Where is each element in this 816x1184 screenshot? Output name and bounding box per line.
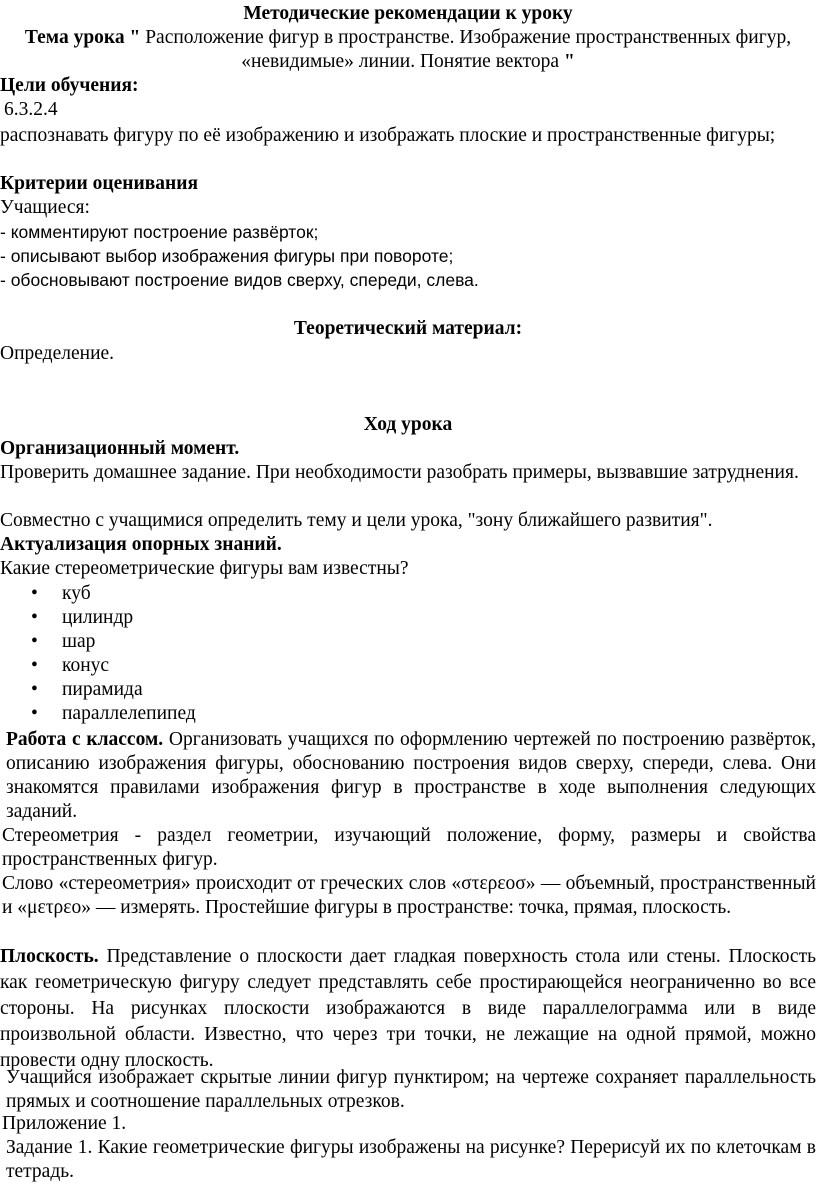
definition-label: Определение. xyxy=(0,343,115,364)
figure-name: цилиндр xyxy=(62,607,134,628)
task-1-text: Задание 1. Какие геометрические фигуры изображены на рисунке? Перерисуй их по клеточкам в тетрадь. xyxy=(6,1137,816,1182)
figure-name: пирамида xyxy=(62,679,143,700)
hidden-lines-text: Учащийся изображает скрытые линии фигур пунктиром; на чертеже сохраняет параллельность прямых и соотношение параллельных отрезков. xyxy=(6,1067,816,1112)
org-heading: Организационный момент. xyxy=(0,438,240,459)
list-item xyxy=(0,654,816,678)
class-work-text: Организовать учащихся по оформлению чертежей по построению развёрток, описанию изображения фигуры, обоснованию построения видов сверху, спереди, слева. Они знакомятся правилами изображения фигур в пространстве в ходе выполнения следующих заданий. xyxy=(6,729,816,822)
lesson-topic xyxy=(22,26,794,74)
list-item xyxy=(0,678,816,702)
figure-name: куб xyxy=(62,583,91,604)
document-title: Методические рекомендации к уроку xyxy=(243,3,573,24)
figure-name: шар xyxy=(62,631,96,652)
plane-text: Представление о плоскости дает гладкая поверхность стола или стены. Плоскость как геометрическую фигуру следует представлять себе простирающейся неограниченно во все стороны. На рисунках плоскости изображаются в виде параллелограмма или в виде произвольной области. Известно, что через три точки, не лежащие на одной прямой, можно провести одну плоскость. xyxy=(0,946,816,1071)
bullet-icon: • xyxy=(31,583,38,604)
bullet-icon: • xyxy=(31,607,38,628)
bullet-icon: • xyxy=(31,655,38,676)
list-item xyxy=(0,702,816,726)
question-text: Какие стереометрические фигуры вам известны? xyxy=(0,558,409,579)
criteria-item: - обосновывают построение видов сверху, спереди, слева. xyxy=(0,270,479,290)
class-work xyxy=(6,728,816,824)
bullet-icon: • xyxy=(31,679,38,700)
org-text-2: Совместно с учащимися определить тему и цели урока, "зону ближайшего развития". xyxy=(0,510,713,531)
topic-text: Расположение фигур в пространстве. Изображение пространственных фигур, «невидимые» линии. Понятие вектора xyxy=(140,27,792,72)
criteria-heading: Критерии оценивания xyxy=(0,173,199,194)
org-text-1: Проверить домашнее задание. При необходимости разобрать примеры, вызвавшие затруднения. xyxy=(0,462,799,483)
class-work-label: Работа с классом. xyxy=(6,729,164,750)
plane-paragraph xyxy=(0,944,816,1074)
figure-name: параллелепипед xyxy=(62,703,196,724)
stereometry-definition: Стереометрия - раздел геометрии, изучающий положение, форму, размеры и свойства пространственных фигур. xyxy=(2,825,816,870)
figure-name: конус xyxy=(62,655,110,676)
topic-close: " xyxy=(563,51,575,72)
list-item xyxy=(0,606,816,630)
theory-heading: Теоретический материал: xyxy=(293,318,523,339)
criteria-item: - описывают выбор изображения фигуры при повороте; xyxy=(0,246,454,266)
list-item xyxy=(0,582,816,606)
word-origin: Слово «стереометрия» происходит от греческих слов «στερεοσ» — объемный, пространственный и «μετρεο» — измерять. Простейшие фигуры в пространстве: точка, прямая, плоскость. xyxy=(2,873,816,918)
course-heading: Ход урока xyxy=(363,414,453,435)
plane-label: Плоскость. xyxy=(0,946,99,967)
appendix-label: Приложение 1. xyxy=(2,1113,127,1134)
students-label: Учащиеся: xyxy=(0,197,90,218)
figures-list xyxy=(0,582,816,726)
bullet-icon: • xyxy=(31,631,38,652)
topic-label: Тема урока " xyxy=(24,27,141,48)
criteria-item: - комментируют построение развёрток; xyxy=(0,222,319,242)
bullet-icon: • xyxy=(31,703,38,724)
actual-heading: Актуализация опорных знаний. xyxy=(0,534,282,555)
goal-code: 6.3.2.4 xyxy=(4,99,58,120)
list-item xyxy=(0,630,816,654)
goals-heading: Цели обучения: xyxy=(0,75,139,96)
goal-text: распознавать фигуру по её изображению и изображать плоские и пространственные фигуры; xyxy=(0,125,776,146)
